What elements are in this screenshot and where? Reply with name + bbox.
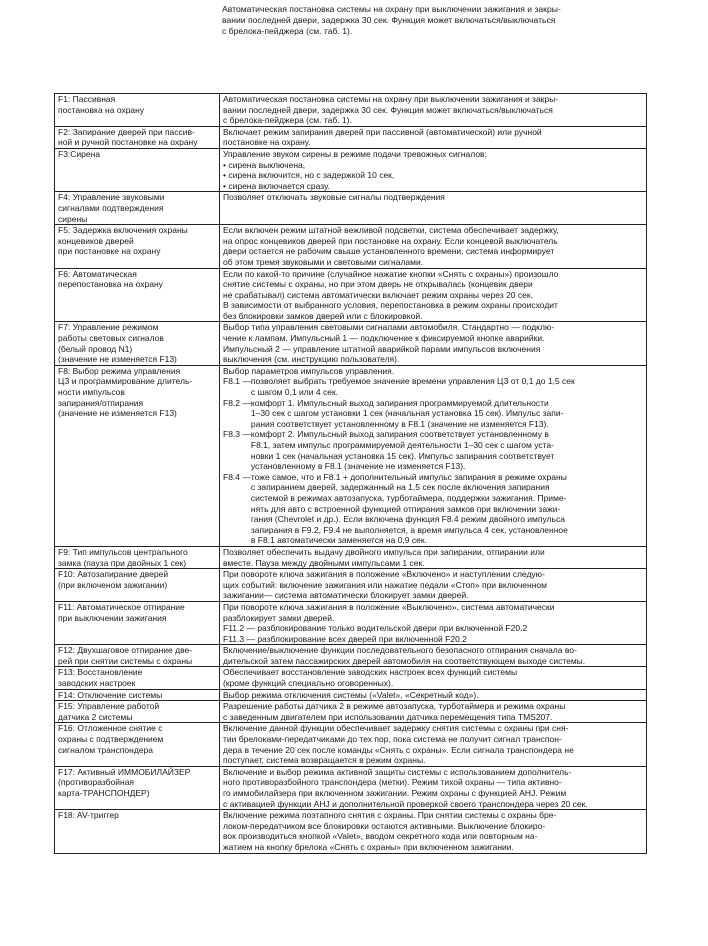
function-description-line: • сирена включается сразу. bbox=[223, 180, 330, 191]
function-description-line: F11.2 — разблокирование только водительской двери при включенной F20.2 bbox=[223, 623, 528, 634]
function-description-line: • сирена включится, но с задержкой 10 сек, bbox=[223, 170, 395, 181]
function-row bbox=[55, 94, 647, 127]
function-name-cell bbox=[55, 645, 220, 667]
function-description-cell bbox=[220, 322, 647, 365]
function-name-line: при постановке на охрану bbox=[58, 246, 161, 257]
function-name-line: F11: Автоматическое отпирание bbox=[58, 601, 185, 612]
function-description-cell bbox=[220, 766, 647, 809]
function-description-line: Позволяет отключать звуковые сигналы подтверждения bbox=[223, 192, 445, 203]
function-row bbox=[55, 667, 647, 689]
function-name-line: карта-ТРАНСПОНДЕР) bbox=[58, 788, 150, 798]
function-name-line: заводских настроек bbox=[58, 678, 136, 689]
function-description-line: выключения (см. инструкцию пользователя). bbox=[223, 354, 400, 365]
function-name-line: F16: Отложенное снятие с bbox=[58, 723, 163, 734]
sub-option-line: запирания в F9.2, F9.4 не выполняется, а время импульса 4 сек, установленное bbox=[250, 524, 568, 535]
function-row bbox=[55, 546, 647, 568]
function-description-cell bbox=[220, 225, 647, 268]
function-description-line: (кроме функций специально оговоренных). bbox=[223, 678, 394, 689]
function-description-cell bbox=[220, 701, 647, 723]
function-description-line: щих событий: включение зажигания или нажатие педали «Стоп» при включенном bbox=[223, 579, 547, 590]
sub-option-line: в F8.1 автоматически заменяется на 0,9 сек. bbox=[250, 535, 427, 546]
function-name-line: работы световых сигналов bbox=[58, 333, 164, 344]
function-description-cell bbox=[220, 126, 647, 148]
function-name-cell bbox=[55, 766, 220, 809]
function-name-line: F4: Управление звуковыми bbox=[58, 192, 165, 203]
sub-option-line: с шагом 0,1 или 4 сек. bbox=[250, 387, 339, 398]
function-description-cell bbox=[220, 546, 647, 568]
function-name-line: датчика 2 системы bbox=[58, 711, 133, 722]
function-name-cell bbox=[55, 94, 220, 127]
function-name-line: F9: Тип импульсов центрального bbox=[58, 546, 188, 557]
function-description-line: постановке на охрану. bbox=[223, 137, 311, 148]
function-name-line: концевиков дверей bbox=[58, 235, 134, 246]
function-description-line: вании последней двери, задержка 30 сек. Функция может включаться/выключаться bbox=[223, 104, 553, 115]
function-description-line: на опрос концевиков дверей при постановке на охрану. Если концевой выключатель bbox=[223, 235, 558, 246]
function-description-line: Разрешение работы датчика 2 в режиме автозапуска, турботаймера и режима охраны bbox=[223, 701, 566, 712]
function-name-line: F3:Сирена bbox=[58, 148, 101, 159]
function-description-cell bbox=[220, 148, 647, 191]
function-description-line: без блокировки замков дверей или с блокировкой. bbox=[223, 310, 423, 321]
function-description-cell bbox=[220, 723, 647, 766]
function-name-cell bbox=[55, 192, 220, 225]
function-name-line: F6: Автоматическая bbox=[58, 268, 137, 279]
function-name-cell bbox=[55, 601, 220, 644]
function-name-line: F1: Пассивная bbox=[58, 94, 116, 104]
function-description-line: Импульсный 2 — управление штатной аварийкой парами импульсов включения bbox=[223, 343, 541, 354]
function-description-cell bbox=[220, 810, 647, 853]
function-description-cell bbox=[220, 268, 647, 322]
function-row bbox=[55, 268, 647, 322]
function-description-line: Включение/выключение функции последовательного безопасного отпирания сначала во- bbox=[223, 645, 577, 656]
function-description-line: Включение данной функции обеспечивает задержку снятия системы с охраны при сня- bbox=[223, 723, 569, 734]
function-name-cell bbox=[55, 268, 220, 322]
function-name-cell bbox=[55, 723, 220, 766]
function-description-line: Включает режим запирания дверей при пассивной (автоматической) или ручной bbox=[223, 126, 542, 137]
function-name-line: (противоразбойная bbox=[58, 777, 135, 788]
function-name-line: F15: Управление работой bbox=[58, 701, 160, 712]
function-name-cell bbox=[55, 322, 220, 365]
function-description-line: Если включен режим штатной вежливой подсветки, система обеспечивает задержку, bbox=[223, 225, 559, 236]
intro-line: Автоматическая постановка системы на охрану при выключении зажигания и закры- bbox=[222, 4, 561, 14]
function-description-line: не срабатывал) система автоматически включает режим охраны через 20 сек. bbox=[223, 289, 533, 300]
functions-table bbox=[54, 93, 647, 854]
sub-option-line: комфорт 2. Импульсный выход запирания соответствует установленному в bbox=[250, 429, 549, 440]
sub-option bbox=[223, 376, 644, 397]
function-name-cell bbox=[55, 701, 220, 723]
function-name-line: при выключении зажигания bbox=[58, 612, 167, 623]
sub-option-code: F8.2 — bbox=[223, 397, 251, 408]
sub-option-line: системой в режимах автозапуска, турботаймера, поддержки зажигания. Приме- bbox=[250, 492, 567, 503]
function-row bbox=[55, 225, 647, 268]
function-description-line: Позволяет обеспечить выдачу двойного импульса при запирании, отпирании или bbox=[223, 546, 545, 557]
function-description-line: дера в течение 20 сек после команды «Снять с охраны». Если сигнала транспондера не bbox=[223, 744, 574, 755]
function-description-line: При повороте ключа зажигания в положение «Выключено», система автоматически bbox=[223, 601, 555, 612]
function-description-cell bbox=[220, 192, 647, 225]
function-name-line: F17: Активный ИММОБИЛАЙЗЕР bbox=[58, 766, 191, 777]
sub-option-line: 1–30 сек с шагом установки 1 сек (начальная установка 15 сек). Импульс запи- bbox=[250, 408, 564, 419]
function-name-line: перепостановка на охрану bbox=[58, 279, 163, 290]
function-name-line: F14: Отключение системы bbox=[58, 689, 163, 700]
function-description-line: Управление звуком сирены в режиме подачи тревожных сигналов: bbox=[223, 148, 487, 159]
sub-option-line: установленному в F8.1 (значение не изменяется F13). bbox=[250, 461, 466, 472]
function-name-cell bbox=[55, 667, 220, 689]
function-row bbox=[55, 723, 647, 766]
function-description-line: двери остается не рабочим свыше установленного времени, система информирует bbox=[223, 246, 555, 257]
function-name-cell bbox=[55, 365, 220, 546]
sub-option bbox=[223, 429, 644, 471]
function-row bbox=[55, 810, 647, 853]
function-name-line: F12: Двухшаговое отпирание две- bbox=[58, 645, 193, 656]
function-row bbox=[55, 766, 647, 809]
sub-option-line: гания (Chevrolet и др.). Если включена функция F8.4 режим двойного импульса bbox=[250, 514, 565, 525]
function-name-line: F13: Восстановление bbox=[58, 667, 143, 678]
function-name-cell bbox=[55, 810, 220, 853]
function-description-line: жатием на кнопку брелока «Снять с охраны» при включенном зажигании. bbox=[223, 841, 514, 852]
sub-option-text bbox=[251, 429, 644, 471]
function-name-line: ной и ручной постановке на охрану bbox=[58, 137, 198, 148]
function-description-line: Выбор типа управления световыми сигналами автомобиля. Стандартно — подклю- bbox=[223, 322, 555, 333]
function-name-line: постановка на охрану bbox=[58, 104, 145, 115]
function-description-line: Включение и выбор режима активной защиты системы с использованием дополнитель- bbox=[223, 766, 572, 777]
function-description-line: F11.3 — разблокирование всех дверей при включенной F20.2 bbox=[223, 633, 467, 644]
sub-option bbox=[223, 398, 644, 430]
function-name-line: сигналом транспондера bbox=[58, 744, 153, 755]
function-description-cell bbox=[220, 94, 647, 127]
sub-option-line: позволяет выбрать требуемое значение времени управления ЦЗ от 0,1 до 1,5 сек bbox=[250, 376, 575, 387]
function-description-line: локом-передатчиком все блокировки остаются активными. Выключение блокиро- bbox=[223, 820, 546, 831]
function-name-line: F8: Выбор режима управления bbox=[58, 365, 181, 376]
function-name-line: рей при снятии системы с охраны bbox=[58, 655, 193, 666]
sub-option-text bbox=[251, 376, 644, 397]
function-row bbox=[55, 701, 647, 723]
function-description-line: Выбор режима отключения системы («Valet», «Секретный код»). bbox=[223, 689, 479, 700]
function-description-line: ного противоразбойного транспондера (метки). Режим тихой охраны — типа активно- bbox=[223, 777, 562, 788]
sub-option-code: F8.1 — bbox=[223, 376, 251, 387]
function-name-line: (значение не изменяется F13) bbox=[58, 354, 177, 365]
function-description-line: дительской затем пассажирских дверей автомобиля на соответствующем выходе системы. bbox=[223, 655, 586, 666]
function-description-line: • сирена выключена, bbox=[223, 159, 306, 170]
function-row bbox=[55, 689, 647, 701]
function-name-line: (значение не изменяется F13) bbox=[58, 408, 177, 419]
sub-option-line: нять для авто с встроенной функцией отпирания замков при включении зажи- bbox=[250, 503, 561, 514]
function-name-cell bbox=[55, 126, 220, 148]
function-row bbox=[55, 645, 647, 667]
function-name-line: замка (пауза при двойных 1 сек) bbox=[58, 557, 187, 568]
function-name-line: сирены bbox=[58, 213, 88, 224]
function-name-cell bbox=[55, 148, 220, 191]
function-description-line: Обеспечивает восстановление заводских настроек всех функций системы bbox=[223, 667, 518, 678]
function-description-line: снятие системы с охраны, но при этом дверь не открывалась (концевик двери bbox=[223, 279, 533, 290]
function-row bbox=[55, 322, 647, 365]
function-row bbox=[55, 601, 647, 644]
function-description-line: При повороте ключа зажигания в положение «Включено» и наступлении следую- bbox=[223, 569, 545, 580]
function-row bbox=[55, 126, 647, 148]
function-description-line: го иммобилайзера при включенном зажигании. Режим охраны с функцией AHJ. Режим bbox=[223, 788, 567, 798]
sub-option-code: F8.3 — bbox=[223, 429, 251, 440]
function-description-cell bbox=[220, 365, 647, 546]
function-name-cell bbox=[55, 546, 220, 568]
function-name-line: F10: Автозапирание дверей bbox=[58, 569, 169, 580]
sub-option-line: новки 1 сек (начальная установка 15 сек). Импульс запирания соответствует bbox=[250, 450, 555, 461]
function-description-cell bbox=[220, 689, 647, 701]
function-description-line: с заведенным двигателем при использовании датчика перемещения типа TMS207. bbox=[223, 711, 553, 722]
function-name-line: сигналами подтверждения bbox=[58, 202, 164, 213]
function-description-line: поступает, система возвращается в режим охраны. bbox=[223, 755, 426, 766]
function-description-cell bbox=[220, 601, 647, 644]
function-description-line: с брелока-пейджера (см. таб. 1). bbox=[223, 115, 352, 126]
sub-option-text bbox=[251, 472, 644, 546]
function-description-line: об этом тремя звуковыми и световыми сигналами. bbox=[223, 256, 424, 267]
function-description-line: вместе. Пауза между двойными импульсами 1 сек. bbox=[223, 557, 425, 568]
intro-line: с брелока-пейджера (см. таб. 1). bbox=[222, 26, 353, 36]
function-row bbox=[55, 148, 647, 191]
function-name-line: (при включеном зажигании) bbox=[58, 579, 168, 590]
function-name-cell bbox=[55, 569, 220, 602]
function-row bbox=[55, 365, 647, 546]
function-name-line: F2: Запирание дверей при пассив- bbox=[58, 126, 195, 137]
function-description-line: Если по какой-то причине (случайное нажатие кнопки «Снять с охраны») произошло bbox=[223, 268, 559, 279]
sub-option-code: F8.4 — bbox=[223, 471, 251, 482]
function-description-line: В зависимости от выбранного условия, перепостановка в режим охраны происходит bbox=[223, 300, 558, 311]
function-description-line: тии брелоками-передатчиками до тех пор, пока система не получит сигнал транспон- bbox=[223, 734, 562, 745]
function-row bbox=[55, 192, 647, 225]
function-name-line: F5: Задержка включения охраны bbox=[58, 225, 188, 236]
function-name-line: F18: AV-триггер bbox=[58, 810, 119, 821]
sub-option bbox=[223, 472, 644, 546]
intro-line: вании последней двери, задержка 30 сек. Функция может включаться/выключаться bbox=[222, 15, 556, 25]
sub-option-line: комфорт 1. Импульсный выход запирания программируемой длительности bbox=[250, 397, 549, 408]
function-row bbox=[55, 569, 647, 602]
function-description-line: Включение режима поэтапного снятия с охраны. При снятии системы с охраны бре- bbox=[223, 810, 557, 821]
function-name-line: охраны с подтверждением bbox=[58, 734, 164, 745]
function-description-cell bbox=[220, 667, 647, 689]
function-description-line: с активацией функции AHJ и дополнительной проверкой своего транспондера через 20 сек. bbox=[223, 798, 588, 809]
function-description-line: Автоматическая постановка системы на охрану при выключении зажигания и закры- bbox=[223, 94, 559, 104]
function-name-line: запирания/отпирания bbox=[58, 397, 144, 408]
function-description-line: вок производиться кнопкой «Valet», вводом секретного кода или повторным на- bbox=[223, 831, 538, 842]
sub-option-line: рания соответствует установленному в F8.1 (значение не изменяется F13). bbox=[250, 418, 549, 429]
function-name-line: ности импульсов bbox=[58, 387, 125, 398]
sub-option-text bbox=[251, 398, 644, 430]
function-name-line: ЦЗ и программирование длитель- bbox=[58, 376, 193, 387]
function-description-cell bbox=[220, 569, 647, 602]
sub-option-line: с запиранием дверей, задержанный на 1,5 сек после включения запирания bbox=[250, 482, 550, 493]
function-description-line: Выбор параметров импульсов управления. bbox=[223, 365, 395, 376]
function-name-cell bbox=[55, 689, 220, 701]
function-description-line: разблокирует замки дверей. bbox=[223, 612, 335, 623]
function-name-line: (белый провод N1) bbox=[58, 343, 133, 354]
function-name-cell bbox=[55, 225, 220, 268]
function-description-cell bbox=[220, 645, 647, 667]
sub-option-line: F8.1, затем импульс программируемой деятельности 1–30 сек с шагом уста- bbox=[250, 440, 554, 450]
intro-paragraph bbox=[222, 4, 642, 37]
function-name-line: F7: Управление режимом bbox=[58, 322, 159, 333]
function-description-line: зажигании— система автоматически блокирует замки дверей. bbox=[223, 590, 469, 601]
sub-option-line: тоже самое, что и F8.1 + дополнительный импульс запирания в режиме охраны bbox=[250, 471, 567, 482]
function-description-line: чение к лампам. Импульсный 1 — подключение к фиксируемой кнопке аварийки. bbox=[223, 333, 545, 344]
